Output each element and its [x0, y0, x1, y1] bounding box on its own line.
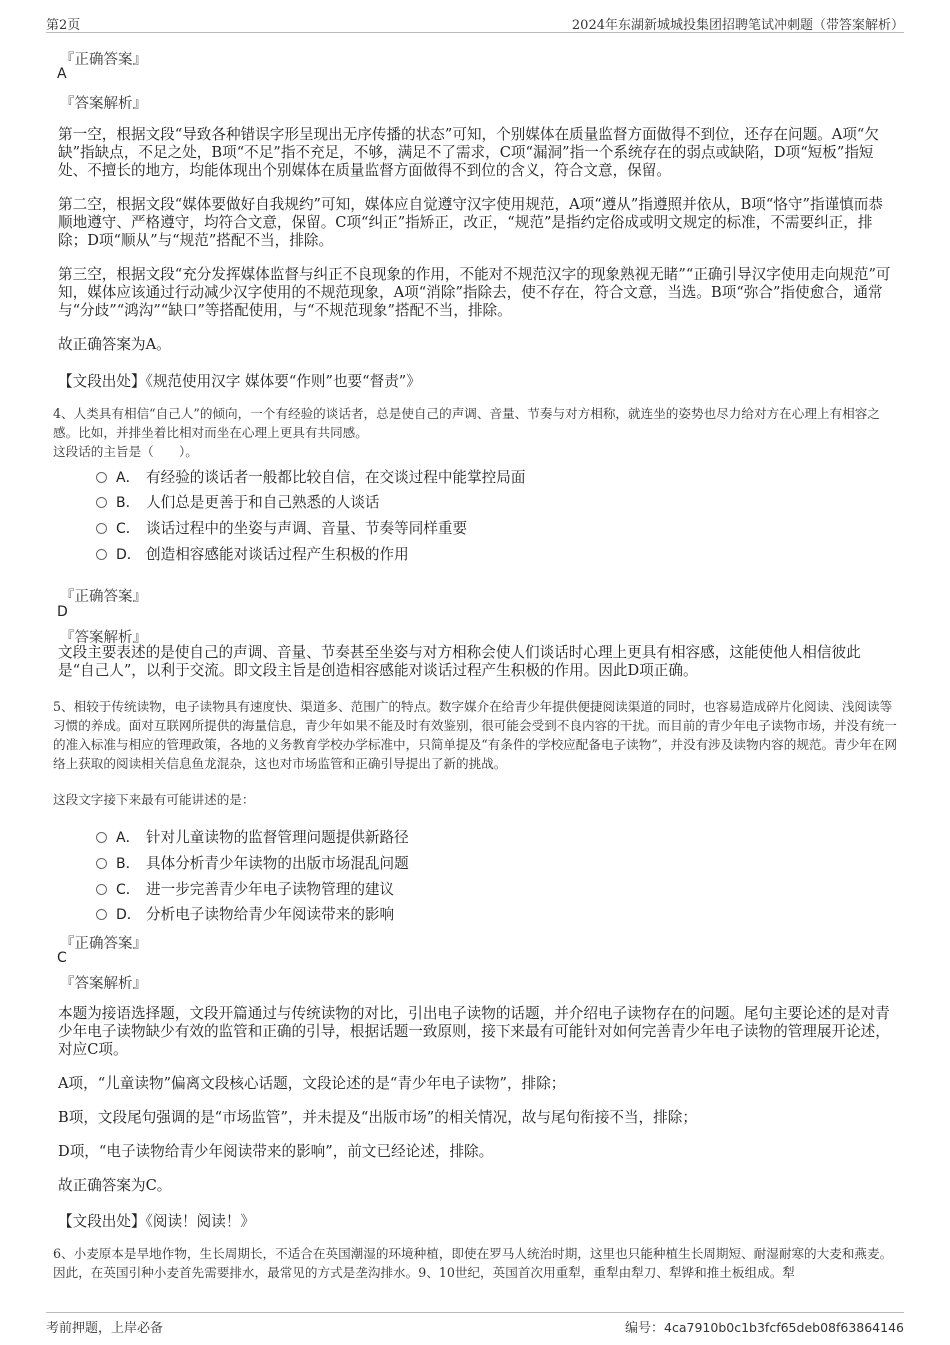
- option-text: 创造相容感能对谈话过程产生积极的作用: [146, 546, 409, 563]
- radio-icon[interactable]: [96, 549, 107, 560]
- option-key: A．: [116, 830, 140, 846]
- radio-icon[interactable]: [96, 523, 107, 534]
- option-key: D．: [116, 547, 141, 563]
- footer-slogan: 考前押题，上岸必备: [46, 1321, 164, 1336]
- radio-icon[interactable]: [96, 858, 107, 869]
- option-a[interactable]: [96, 466, 525, 486]
- option-b[interactable]: [96, 852, 409, 872]
- answer-label: 『正确答案』: [60, 52, 147, 68]
- code-label: 编号：: [625, 1321, 665, 1336]
- question-prompt: 这段话的主旨是（ ）。: [53, 444, 198, 459]
- analysis-paragraph: A项，“儿童读物”偏离文段核心话题，文段论述的是“青少年电子读物”，排除；: [58, 1075, 566, 1092]
- option-c[interactable]: [96, 878, 394, 898]
- correct-answer: C: [57, 950, 67, 966]
- radio-icon[interactable]: [96, 497, 107, 508]
- text-source: 【文段出处】《阅读！阅读！》: [58, 1213, 256, 1230]
- option-b[interactable]: [96, 491, 380, 511]
- answer-label: 『正确答案』: [60, 589, 147, 605]
- analysis-paragraph: 第一空，根据文段“导致各种错误字形呈现出无序传播的状态”可知，个别媒体在质量监督方面做得不到位，还存在问题。A项“欠缺”指缺点，不足之处，B项“不足”指不充足，不够，满足不了需求，C项“漏洞”指一个系统存在的弱点或缺陷，D项“短板”指短处、不擅长的地方，均能体现出个别媒体在质量监督方面做得不到位的含义，符合文意，保留。: [58, 126, 879, 179]
- page-footer: [46, 1312, 904, 1335]
- option-key: C．: [116, 521, 140, 537]
- page-number: 第2页: [46, 18, 81, 33]
- option-key: B．: [116, 856, 140, 872]
- text-source: 【文段出处】《规范使用汉字 媒体要“作则”也要“督责”》: [58, 373, 421, 390]
- analysis-paragraph: B项，文段尾句强调的是“市场监管”，并未提及“出版市场”的相关情况，故与尾句衔接不当，排除；: [58, 1109, 697, 1126]
- radio-icon[interactable]: [96, 832, 107, 843]
- analysis-paragraph: 文段主要表述的是使自己的声调、音量、节奏甚至坐姿与对方相称会使人们谈话时心理上更具有相容感，这能使他人相信彼此是“自己人”，以利于交流。即文段主旨是创造相容感能对谈话过程产生积极的作用。因此D项正确。: [58, 644, 861, 679]
- radio-icon[interactable]: [96, 884, 107, 895]
- code-value: 4ca7910b0c1b3fcf65deb08f63864146: [664, 1320, 904, 1335]
- option-key: B．: [116, 495, 140, 511]
- analysis-conclusion: 故正确答案为C。: [58, 1177, 172, 1194]
- option-key: D．: [116, 907, 141, 923]
- analysis-paragraph: 第二空，根据文段“媒体要做好自我规约”可知，媒体应自觉遵守汉字使用规范，A项“遵从”指遵照并依从，B项“恪守”指谨慎而恭顺地遵守、严格遵守，均符合文意，保留。C项“纠正”指矫正，改正，“规范”是指约定俗成或明文规定的标准，不需要纠正，排除；D项“顺从”与“规范”搭配不当，排除。: [58, 196, 883, 249]
- option-c[interactable]: [96, 517, 467, 537]
- analysis-paragraph: 第三空，根据文段“充分发挥媒体监督与纠正不良现象的作用，不能对不规范汉字的现象熟视无睹”“正确引导汉字使用走向规范”可知，媒体应该通过行动减少汉字使用的不规范现象，A项“消除”指除去，使不存在，符合文意，当选。B项“弥合”指使愈合，通常与“分歧”“鸿沟”“缺口”等搭配使用，与“不规范现象”搭配不当，排除。: [58, 266, 891, 319]
- question-stem: 5、相较于传统读物，电子读物具有速度快、渠道多、范围广的特点。数字媒介在给青少年提供便捷阅读渠道的同时，也容易造成碎片化阅读、浅阅读等习惯的养成。面对互联网所提供的海量信息，青少年如果不能及时有效鉴别，很可能会受到不良内容的干扰。而目前的青少年电子读物市场，并没有统一的准入标准与相应的管理政策，各地的义务教育学校办学标准中，只简单提及“有条件的学校应配备电子读物”，并没有涉及读物内容的规范。青少年在网络上获取的阅读相关信息鱼龙混杂，这也对市场监管和正确引导提出了新的挑战。: [53, 699, 898, 771]
- option-text: 谈话过程中的坐姿与声调、音量、节奏等同样重要: [146, 520, 468, 537]
- analysis-conclusion: 故正确答案为A。: [58, 336, 171, 353]
- option-d[interactable]: [96, 903, 394, 923]
- document-title: 2024年东湖新城城投集团招聘笔试冲刺题（带答案解析）: [571, 18, 904, 33]
- answer-label: 『正确答案』: [60, 936, 147, 952]
- page-header: [46, 14, 904, 33]
- option-text: 有经验的谈话者一般都比较自信，在交谈过程中能掌控局面: [146, 469, 526, 486]
- analysis-paragraph: 本题为接语选择题，文段开篇通过与传统读物的对比，引出电子读物的话题，并介绍电子读物存在的问题。尾句主要论述的是对青少年电子读物缺少有效的监管和正确的引导，根据话题一致原则，接下来最有可能针对如何完善青少年电子读物的管理展开论述，对应C项。: [58, 1005, 890, 1058]
- option-text: 分析电子读物给青少年阅读带来的影响: [146, 906, 395, 923]
- option-a[interactable]: [96, 826, 409, 846]
- analysis-label: 『答案解析』: [60, 630, 147, 646]
- option-d[interactable]: [96, 543, 409, 563]
- option-text: 人们总是更善于和自己熟悉的人谈话: [146, 494, 380, 511]
- question-stem: 4、人类具有相信“自己人”的倾向，一个有经验的谈话者，总是使自己的声调、音量、节奏与对方相称，就连坐的姿势也尽力给对方在心理上有相容之感。比如，并排坐着比相对而坐在心理上更具有共同感。: [53, 406, 880, 440]
- option-text: 针对儿童读物的监督管理问题提供新路径: [146, 829, 409, 846]
- option-text: 具体分析青少年读物的出版市场混乱问题: [146, 855, 409, 872]
- option-key: A．: [116, 470, 140, 486]
- document-code: [625, 1317, 904, 1336]
- option-text: 进一步完善青少年电子读物管理的建议: [146, 881, 395, 898]
- analysis-label: 『答案解析』: [60, 976, 147, 992]
- option-key: C．: [116, 882, 140, 898]
- radio-icon[interactable]: [96, 472, 107, 483]
- question-prompt: 这段文字接下来最有可能讲述的是：: [53, 792, 255, 807]
- correct-answer: A: [57, 66, 67, 82]
- analysis-label: 『答案解析』: [60, 96, 147, 112]
- question-stem: 6、小麦原本是旱地作物，生长周期长，不适合在英国潮湿的环境种植，即使在罗马人统治时期，这里也只能种植生长周期短、耐湿耐寒的大麦和燕麦。因此，在英国引种小麦首先需要排水，最常见的方式是垄沟排水。9、10世纪，英国首次用重犁，重犁由犁刀、犁铧和推土板组成。犁: [53, 1246, 893, 1280]
- analysis-paragraph: D项，“电子读物给青少年阅读带来的影响”，前文已经论述，排除。: [58, 1143, 494, 1160]
- radio-icon[interactable]: [96, 909, 107, 920]
- correct-answer: D: [57, 604, 68, 620]
